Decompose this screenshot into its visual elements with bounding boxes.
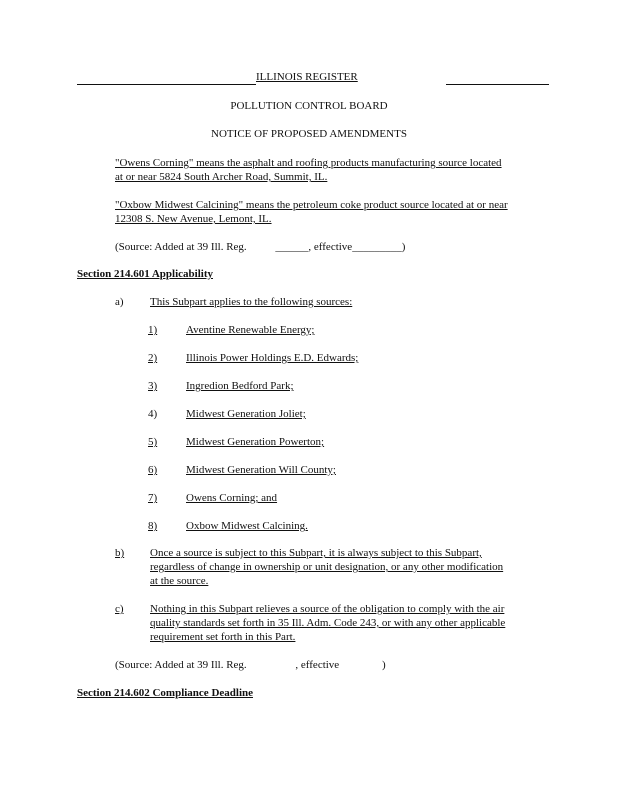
list-item-number: 1) — [148, 324, 158, 336]
source-note-1-effective: , effective — [308, 241, 353, 253]
subsection-c-label: c) — [115, 603, 124, 615]
subsection-b-label: b) — [115, 547, 125, 559]
list-item: Aventine Renewable Energy; — [186, 324, 315, 336]
definition-oxbow-line2: 12308 S. New Avenue, Lemont, IL. — [115, 213, 272, 225]
list-item-number: 7) — [148, 492, 158, 504]
header-rule-left — [77, 84, 256, 85]
notice-title: NOTICE OF PROPOSED AMENDMENTS — [211, 128, 407, 140]
source-note-2-effective: , effective — [295, 659, 340, 671]
source-note-2 — [115, 659, 386, 671]
subsection-c-line1: Nothing in this Subpart relieves a source of the obligation to comply with the air — [150, 603, 505, 615]
board-name: POLLUTION CONTROL BOARD — [230, 100, 388, 112]
source-note-2-text: (Source: Added at 39 Ill. Reg. — [115, 659, 247, 671]
list-item-number: 5) — [148, 436, 158, 448]
list-item: Midwest Generation Joliet; — [186, 408, 306, 420]
subsection-b-line1: Once a source is subject to this Subpart, it is always subject to this Subpart, — [150, 547, 482, 559]
subsection-c-line2: quality standards set forth in 35 Ill. Adm. Code 243, or with any other applicable — [150, 617, 506, 629]
register-title: ILLINOIS REGISTER — [256, 71, 358, 83]
list-item-number: 2) — [148, 352, 158, 364]
source-note-1 — [115, 241, 405, 253]
source-note-1-blank2: _________) — [352, 241, 406, 253]
subsection-a-text: This Subpart applies to the following sources: — [150, 296, 353, 308]
list-item-number: 8) — [148, 520, 158, 532]
definition-oxbow-line1: "Oxbow Midwest Calcining" means the petroleum coke product source located at or near — [115, 199, 508, 211]
subsection-b-line2: regardless of change in ownership or unit designation, or any other modification — [150, 561, 504, 573]
list-item: Ingredion Bedford Park; — [186, 380, 294, 392]
list-item: Owens Corning; and — [186, 492, 278, 504]
list-item-number: 3) — [148, 380, 158, 392]
subsection-c-line3: requirement set forth in this Part. — [150, 631, 296, 643]
list-item-number: 6) — [148, 464, 158, 476]
list-item: Illinois Power Holdings E.D. Edwards; — [186, 352, 359, 364]
section-601-heading: Section 214.601 Applicability — [77, 268, 213, 280]
definition-owens-line2: at or near 5824 South Archer Road, Summit, IL. — [115, 171, 328, 183]
definition-owens-line1: "Owens Corning" means the asphalt and roofing products manufacturing source located — [115, 157, 502, 169]
source-note-1-text: (Source: Added at 39 Ill. Reg. — [115, 241, 247, 253]
source-note-2-close: ) — [381, 659, 386, 671]
source-note-1-blank: ______ — [275, 241, 309, 253]
section-602-heading: Section 214.602 Compliance Deadline — [77, 687, 253, 699]
list-item-number: 4) — [148, 408, 158, 420]
subsection-b-line3: at the source. — [150, 575, 209, 587]
header-rule-right — [446, 84, 549, 85]
list-item: Midwest Generation Will County; — [186, 464, 336, 476]
list-item: Midwest Generation Powerton; — [186, 436, 325, 448]
subsection-a-label: a) — [115, 296, 124, 308]
list-item: Oxbow Midwest Calcining. — [186, 520, 308, 532]
